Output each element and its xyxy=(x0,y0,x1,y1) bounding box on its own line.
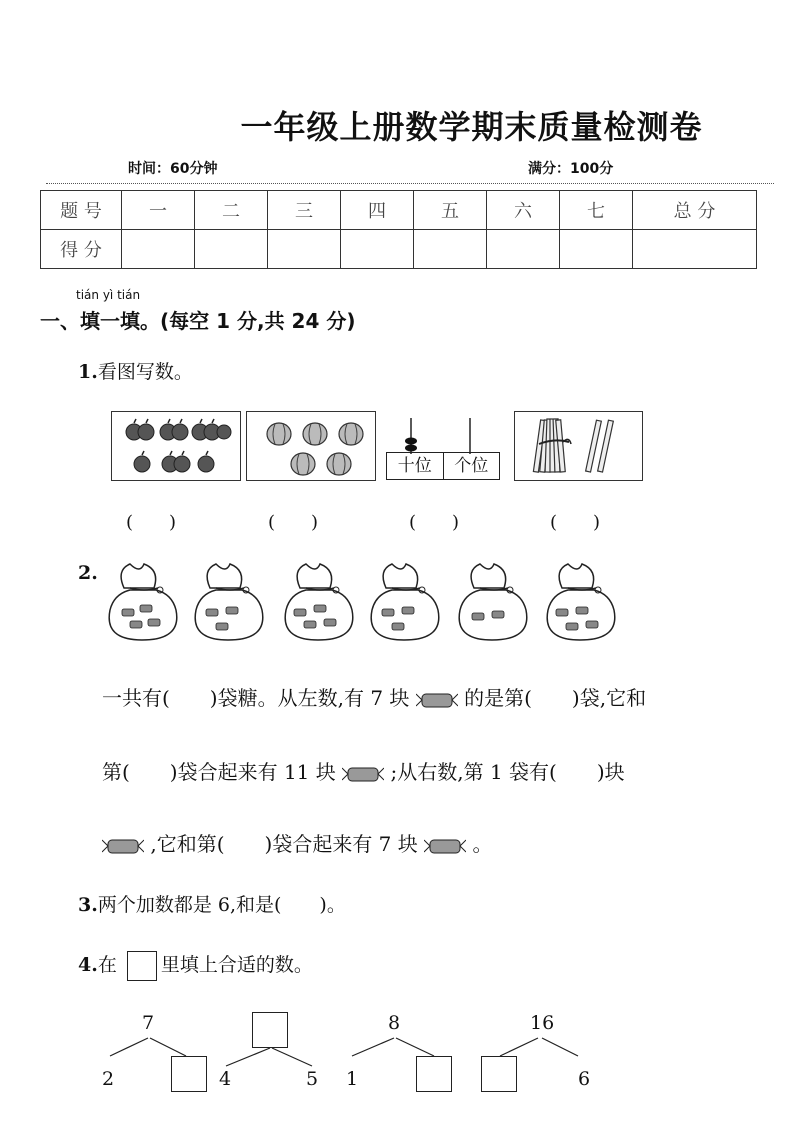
text: ;从右数,第 1 袋有( )块 xyxy=(390,760,625,784)
question-2-line-2 xyxy=(102,756,625,786)
answer-blank[interactable]: ( ) xyxy=(409,512,460,533)
score-cell[interactable] xyxy=(414,230,487,269)
question-2-line-3 xyxy=(102,828,492,858)
answer-box-sample xyxy=(127,951,157,981)
question-2 xyxy=(78,562,98,584)
watermelon-icons xyxy=(247,412,375,480)
candy-icon xyxy=(102,834,144,858)
bond-2-right: 5 xyxy=(306,1068,319,1090)
score-table xyxy=(40,190,757,269)
section-pinyin: tián yì tián xyxy=(76,288,141,302)
bond-1-left: 2 xyxy=(102,1068,115,1090)
header-cell: 四 xyxy=(341,191,414,230)
answer-blank[interactable]: ( ) xyxy=(126,512,177,533)
text: 一共有( )袋糖。从左数,有 7 块 xyxy=(102,686,410,710)
tens-place-label: 十位 xyxy=(387,453,444,479)
question-text: 里填上合适的数。 xyxy=(160,954,313,976)
header-cell: 二 xyxy=(195,191,268,230)
header-cell: 六 xyxy=(487,191,560,230)
header-cell: 总 分 xyxy=(633,191,757,230)
question-number: 4. xyxy=(78,954,98,976)
bond-4-top: 16 xyxy=(530,1012,555,1034)
score-cell[interactable] xyxy=(195,230,268,269)
score-cell[interactable] xyxy=(122,230,195,269)
bond-1-right-box[interactable] xyxy=(171,1056,207,1092)
question-number: 2. xyxy=(78,562,98,584)
bond-2-left: 4 xyxy=(219,1068,232,1090)
score-cell[interactable] xyxy=(633,230,757,269)
text: 第( )袋合起来有 11 块 xyxy=(102,760,336,784)
question-1 xyxy=(78,357,193,384)
header-cell: 五 xyxy=(414,191,487,230)
header-cell: 一 xyxy=(122,191,195,230)
question-number: 1. xyxy=(78,361,98,383)
question-2-line-1 xyxy=(102,682,646,712)
text: ,它和第( )袋合起来有 7 块 xyxy=(150,832,418,856)
section-heading: 一、填一填。(每空 1 分,共 24 分) xyxy=(40,309,356,333)
text: 的是第( )袋,它和 xyxy=(464,686,647,710)
candy-icon xyxy=(424,834,466,858)
text: 。 xyxy=(472,832,493,856)
page-title: 一年级上册数学期末质量检测卷 xyxy=(240,108,703,146)
question-text: 两个加数都是 6,和是( )。 xyxy=(97,894,346,916)
bond-1-top: 7 xyxy=(142,1012,155,1034)
bond-3-right-box[interactable] xyxy=(416,1056,452,1092)
bond-4-left-box[interactable] xyxy=(481,1056,517,1092)
stick-bundle-icon xyxy=(515,412,642,480)
exam-time: 时间：60分钟 xyxy=(128,161,218,177)
bond-2-top-box[interactable] xyxy=(252,1012,288,1048)
score-table-header-row xyxy=(41,191,757,230)
score-cell[interactable] xyxy=(487,230,560,269)
sticks-picture xyxy=(514,411,643,481)
header-cell: 题 号 xyxy=(41,191,122,230)
answer-blank[interactable]: ( ) xyxy=(550,512,601,533)
question-3 xyxy=(78,890,346,917)
header-cell: 七 xyxy=(560,191,633,230)
question-4 xyxy=(78,950,313,981)
candy-icon xyxy=(416,688,458,712)
candy-bags-picture xyxy=(100,560,622,642)
bond-4-right: 6 xyxy=(578,1068,591,1090)
apples-picture xyxy=(111,411,241,481)
score-table-score-row xyxy=(41,230,757,269)
question-text: 在 xyxy=(97,954,117,976)
score-cell[interactable] xyxy=(560,230,633,269)
answer-blank[interactable]: ( ) xyxy=(268,512,319,533)
exam-full-score: 满分：100分 xyxy=(528,161,614,177)
score-cell[interactable] xyxy=(341,230,414,269)
candy-icon xyxy=(342,762,384,786)
row-label: 得 分 xyxy=(41,230,122,269)
score-cell[interactable] xyxy=(268,230,341,269)
watermelons-picture xyxy=(246,411,376,481)
apple-icons xyxy=(112,412,240,480)
abacus-place-labels xyxy=(386,452,500,480)
divider xyxy=(46,183,774,184)
header-cell: 三 xyxy=(268,191,341,230)
question-number: 3. xyxy=(78,894,98,916)
question-text: 看图写数。 xyxy=(97,361,193,383)
bond-3-left: 1 xyxy=(346,1068,359,1090)
bond-3-top: 8 xyxy=(388,1012,401,1034)
ones-place-label: 个位 xyxy=(454,456,489,476)
